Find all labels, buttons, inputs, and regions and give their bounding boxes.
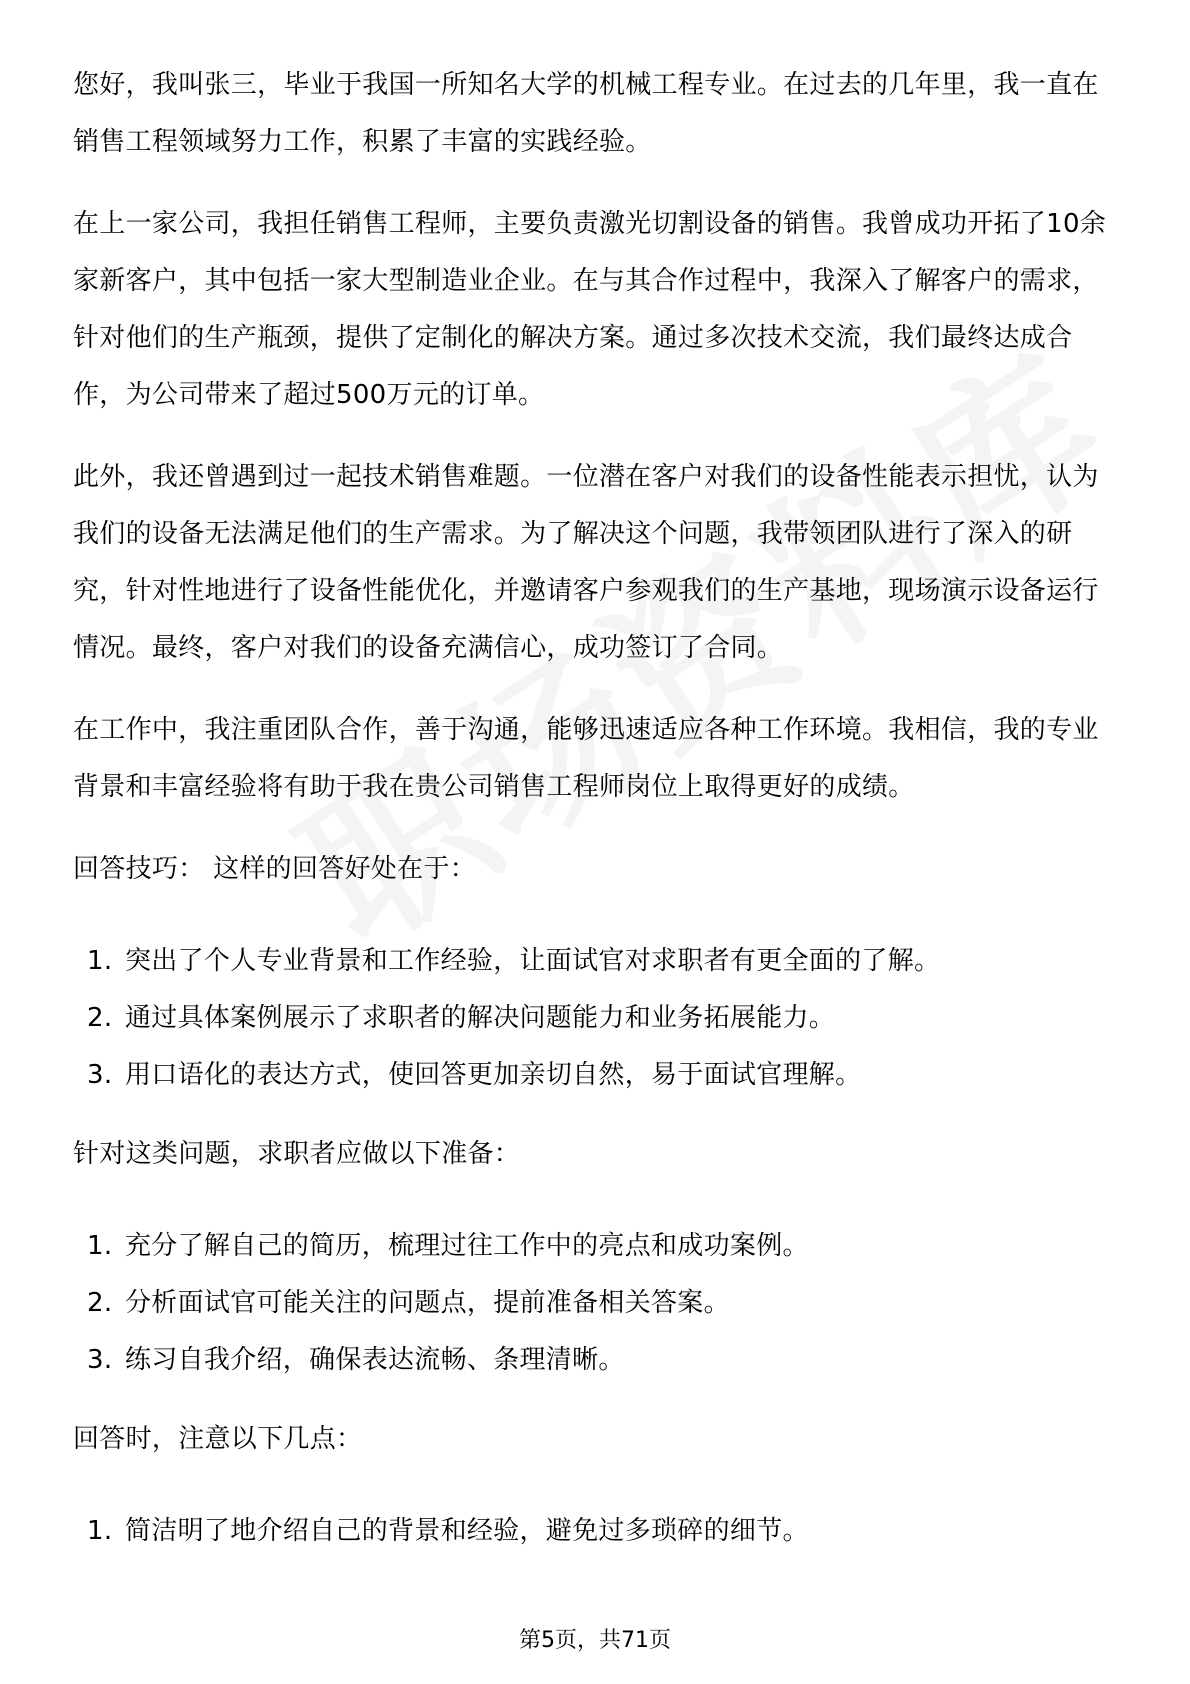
list-item <box>73 1218 1118 1275</box>
list-number: 1. <box>87 946 113 976</box>
list-item-text: 充分了解自己的简历，梳理过往工作中的亮点和成功案例。 <box>125 1231 809 1261</box>
list-number: 2. <box>87 1288 113 1318</box>
list-number: 3. <box>87 1060 113 1090</box>
paragraph-challenge: 此外，我还曾遇到过一起技术销售难题。一位潜在客户对我们的设备性能表示担忧，认为我们的设备无法满足他们的生产需求。为了解决这个问题，我带领团队进行了深入的研究，针对性地进行了设备性能优化，并邀请客户参观我们的生产基地，现场演示设备运行情况。最终，客户对我们的设备充满信心，成功签订了合同。 <box>73 462 1099 663</box>
notes-heading: 回答时，注意以下几点： <box>73 1424 363 1454</box>
paragraph-summary: 在工作中，我注重团队合作，善于沟通，能够迅速适应各种工作环境。我相信，我的专业背景和丰富经验将有助于我在贵公司销售工程师岗位上取得更好的成绩。 <box>73 715 1099 802</box>
list-item-text: 通过具体案例展示了求职者的解决问题能力和业务拓展能力。 <box>125 1003 836 1033</box>
list-item <box>73 933 1118 990</box>
prep-list <box>73 1218 1118 1389</box>
list-item-text: 分析面试官可能关注的问题点，提前准备相关答案。 <box>125 1288 730 1318</box>
document-body <box>73 57 1118 1582</box>
list-item <box>73 1332 1118 1389</box>
list-number: 2. <box>87 1003 113 1033</box>
paragraph-intro: 您好，我叫张三，毕业于我国一所知名大学的机械工程专业。在过去的几年里，我一直在销售工程领域努力工作，积累了丰富的实践经验。 <box>73 70 1099 157</box>
tips-list <box>73 933 1118 1104</box>
list-item <box>73 1503 1118 1560</box>
list-item-text: 练习自我介绍，确保表达流畅、条理清晰。 <box>125 1345 625 1375</box>
paragraph-experience: 在上一家公司，我担任销售工程师，主要负责激光切割设备的销售。我曾成功开拓了10余家新客户，其中包括一家大型制造业企业。在与其合作过程中，我深入了解客户的需求，针对他们的生产瓶颈，提供了定制化的解决方案。通过多次技术交流，我们最终达成合作，为公司带来了超过500万元的订单。 <box>73 209 1107 410</box>
list-number: 1. <box>87 1516 113 1546</box>
notes-list <box>73 1503 1118 1560</box>
prep-heading: 针对这类问题，求职者应做以下准备： <box>73 1139 521 1169</box>
list-item-text: 突出了个人专业背景和工作经验，让面试官对求职者有更全面的了解。 <box>125 946 941 976</box>
tips-heading: 回答技巧： 这样的回答好处在于： <box>73 854 477 884</box>
list-item <box>73 1275 1118 1332</box>
list-item <box>73 1047 1118 1104</box>
list-item-text: 简洁明了地介绍自己的背景和经验，避免过多琐碎的细节。 <box>125 1516 809 1546</box>
list-number: 3. <box>87 1345 113 1375</box>
list-item <box>73 990 1118 1047</box>
list-item-text: 用口语化的表达方式，使回答更加亲切自然，易于面试官理解。 <box>125 1060 862 1090</box>
page-number-footer: 第5页，共71页 <box>519 1628 671 1653</box>
list-number: 1. <box>87 1231 113 1261</box>
